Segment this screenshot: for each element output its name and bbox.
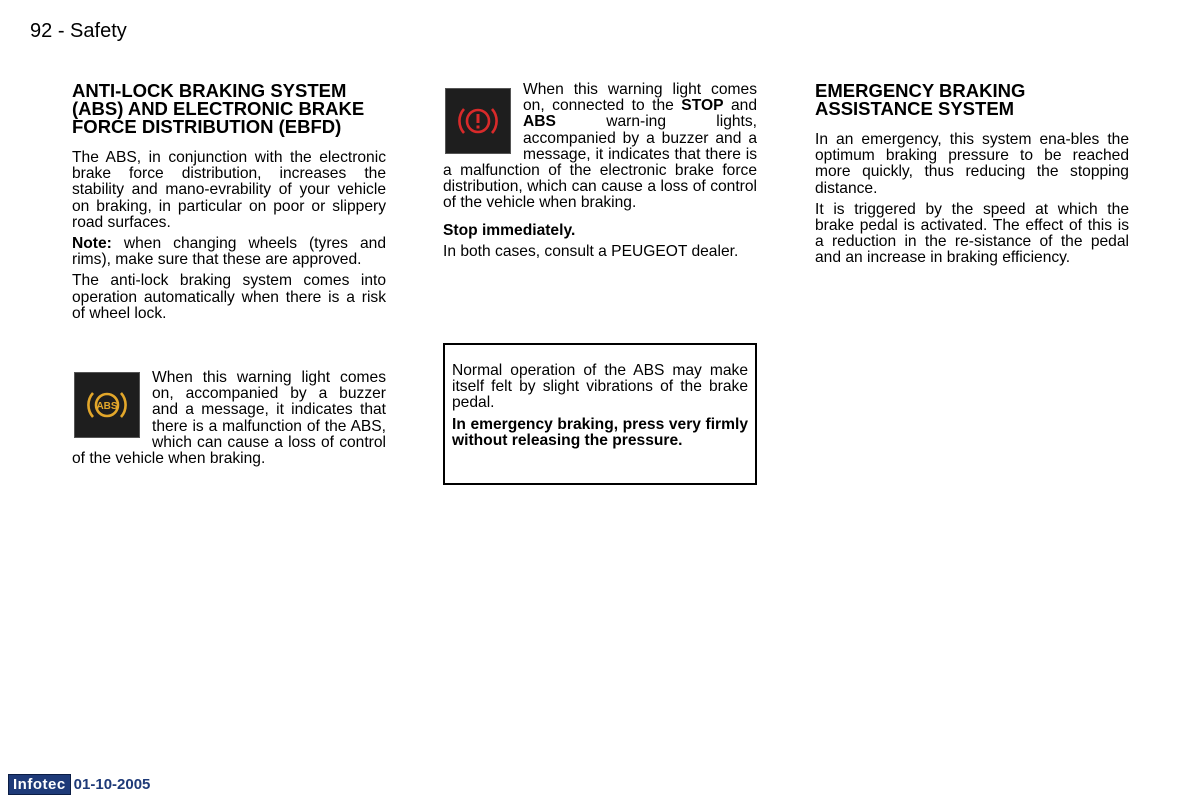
- abs-intro-paragraph: The ABS, in conjunction with the electronic brake force distribution, increases the stability and mano-evrability of your vehicle on braking, in particular on poor or slippery road surfaces.: [72, 149, 386, 231]
- stop-immediately: Stop immediately.: [443, 221, 576, 239]
- brake-warning-block: [443, 82, 757, 217]
- abs-warning-icon-graphic: [83, 385, 131, 425]
- page-header: [30, 20, 127, 43]
- abs-icon-text: ABS: [96, 401, 118, 413]
- infotec-logo: Infotec: [8, 774, 71, 795]
- right-column: [815, 82, 1129, 272]
- abs-warning-icon: [74, 372, 140, 438]
- emergency-braking-paragraph-1: In an emergency, this system ena-bles the optimum braking pressure to be reached more quickly, thus reducing the stopping distance.: [815, 131, 1129, 197]
- note-paragraph: [72, 236, 386, 268]
- consult-dealer-text: In both cases, consult a PEUGEOT dealer.: [443, 242, 739, 260]
- abs-label: ABS: [523, 113, 556, 131]
- middle-column: [443, 82, 757, 265]
- stop-label: STOP: [681, 97, 724, 115]
- emergency-braking-heading: EMERGENCY BRAKING ASSISTANCE SYSTEM: [815, 80, 1026, 119]
- abs-info-bold-text: In emergency braking, press very firmly without releasing the pressure.: [452, 415, 748, 449]
- note-text: when changing wheels (tyres and rims), make sure that these are approved.: [72, 235, 386, 269]
- note-label: Note:: [72, 235, 112, 253]
- abs-heading: ANTI-LOCK BRAKING SYSTEM (ABS) AND ELECTRONIC BRAKE FORCE DISTRIBUTION (EBFD): [72, 80, 365, 137]
- abs-warning-text: When this warning light comes on, accompanied by a buzzer and a message, it indicates that there is a malfunction of the ABS, which can cause a loss of control of the vehicle when braking.: [72, 370, 386, 468]
- brake-warning-icon: [445, 88, 511, 154]
- brake-warning-text: When this warning light comes on, connected to the STOP and ABS warn-ing lights, accompanied by a buzzer and a message, it indicates that there is a malfunction of the electronic brake force distribution, which can cause a loss of control of the vehicle when braking.: [443, 82, 757, 212]
- abs-info-text: Normal operation of the ABS may make itself felt by slight vibrations of the brake pedal.: [452, 362, 748, 412]
- abs-info-box: [443, 343, 757, 485]
- left-column: [72, 82, 386, 472]
- footer-date: 01-10-2005: [73, 776, 151, 793]
- emergency-braking-paragraph-2: It is triggered by the speed at which the brake pedal is activated. The effect of this is a reduction in the re-sistance of the pedal and an increase in braking efficiency.: [815, 200, 1129, 267]
- section-title: Safety: [70, 20, 127, 42]
- brake-warning-icon-graphic: [454, 101, 502, 141]
- header-separator: -: [57, 20, 65, 42]
- abs-operation-paragraph: The anti-lock braking system comes into operation automatically when there is a risk of wheel lock.: [72, 272, 386, 322]
- footer: [8, 774, 150, 795]
- page-number: 92: [30, 20, 53, 42]
- abs-warning-block: [72, 370, 386, 472]
